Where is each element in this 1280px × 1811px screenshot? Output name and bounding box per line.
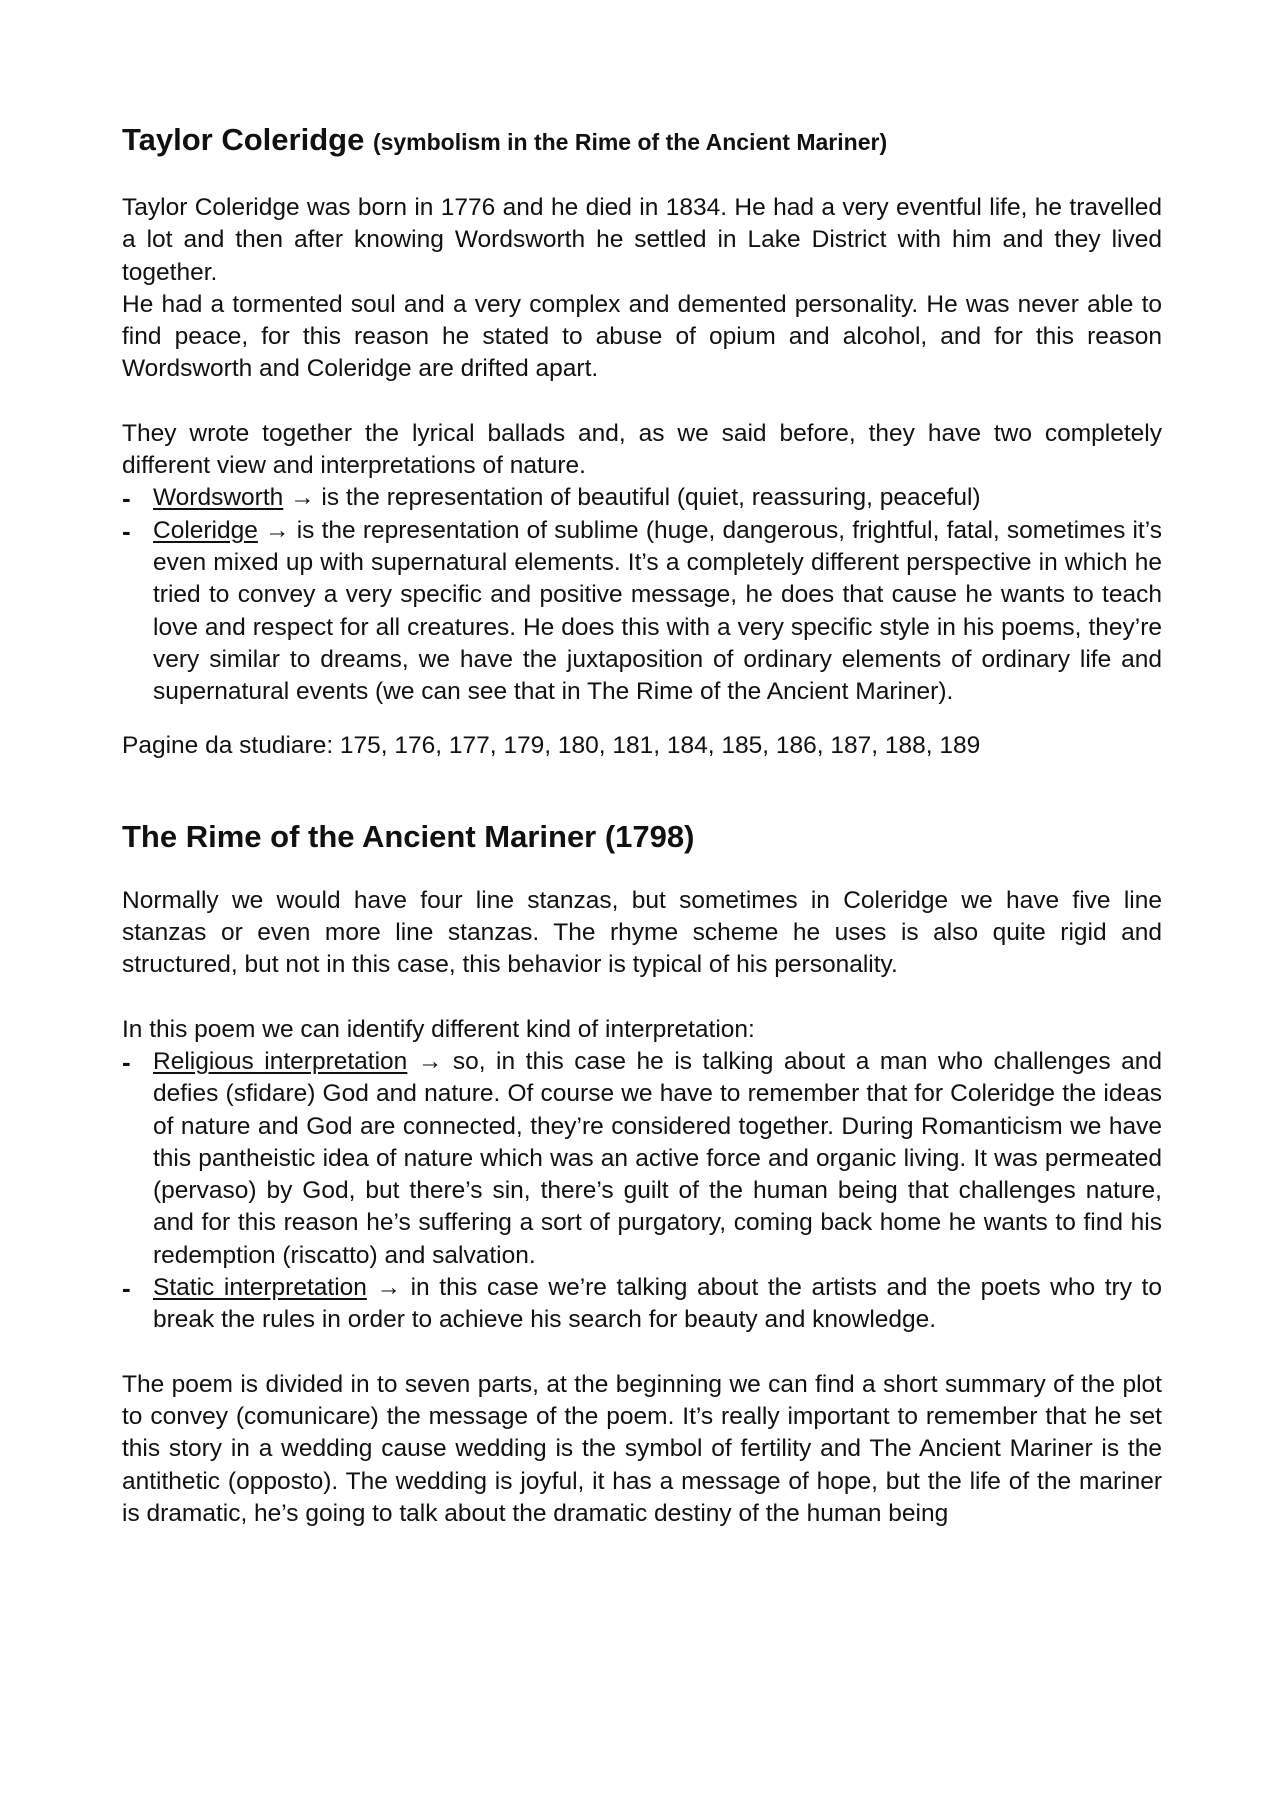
section2-title: The Rime of the Ancient Mariner (1798) (122, 818, 695, 854)
bullet-term: Static interpretation (153, 1274, 367, 1302)
section2-paragraph-1: Normally we would have four line stanzas, but sometimes in Coleridge we have five line stanzas or even more line stanzas. The rhyme scheme he uses is also quite rigid and structured, but not in this case, this behavior is typical of his personality. (122, 886, 1162, 979)
section1-heading (122, 120, 1162, 162)
section1-paragraph-1: Taylor Coleridge was born in 1776 and he died in 1834. He had a very eventful life, he travelled a lot and then after knowing Wordsworth he settled in Lake District with him and they lived together. (122, 194, 1162, 286)
bullet-term: Wordsworth (153, 484, 284, 512)
bullet-term: Religious interpretation (153, 1047, 408, 1075)
pages-to-study: Pagine da studiare: 175, 176, 177, 179, 180, 181, 184, 185, 186, 187, 188, 189 (122, 732, 981, 760)
bullet-text: → in this case we’re talking about the artists and the poets who try to break the rules in order to achieve his search for beauty and knowledge. (153, 1274, 1162, 1334)
bullet-text: → so, in this case he is talking about a man who challenges and defies (sfidare) God and nature. Of course we have to remember that for Coleridge the ideas of nature and God are connected, they’re considered together. During Romanticism we have this pantheistic idea of nature which was an active force and organic living. It was permeated (pervaso) by God, but there’s sin, there’s guilt of the human being that challenges nature, and for this reason he’s suffering a sort of purgatory, coming back home he wants to find his redemption (riscatto) and salvation. (153, 1047, 1163, 1269)
list-item (122, 515, 1162, 709)
list-item (122, 1272, 1162, 1337)
section1-title: Taylor Coleridge (122, 122, 365, 157)
document-page (122, 120, 1162, 1530)
bullet-term: Coleridge (153, 516, 258, 544)
section2-paragraph-3: The poem is divided in to seven parts, at the beginning we can find a short summary of the plot to convey (comunicare) the message of the poem. It’s really important to remember that he set this story in a wedding cause wedding is the symbol of fertility and The Ancient Mariner is the antithetic (opposto). The wedding is joyful, it has a message of hope, but the life of the mariner is dramatic, he’s going to talk about the dramatic destiny of the human being (122, 1370, 1162, 1527)
section2-paragraph-2: In this poem we can identify different kind of interpretation: (122, 1015, 755, 1043)
section2-bullet-list (122, 1046, 1162, 1337)
bullet-text: → is the representation of beautiful (quiet, reassuring, peaceful) (283, 484, 981, 512)
bullet-text: → is the representation of sublime (huge, dangerous, frightful, fatal, sometimes it’s even mixed up with supernatural elements. It’s a completely different perspective in which he tried to convey a very specific and positive message, he does that cause he wants to teach love and respect for all creatures. He does this with a very specific style in his poems, they’re very similar to dreams, we have the juxtaposition of ordinary elements of ordinary life and supernatural events (we can see that in The Rime of the Ancient Mariner). (153, 516, 1162, 706)
list-item (122, 482, 1162, 514)
section1-bullet-list (122, 482, 1162, 708)
section1-subtitle: (symbolism in the Rime of the Ancient Mariner) (372, 129, 888, 155)
list-item (122, 1046, 1162, 1272)
section1-paragraph-2: He had a tormented soul and a very complex and demented personality. He was never able to find peace, for this reason he stated to abuse of opium and alcohol, and for this reason Wordsworth and Coleridge are drifted apart. (122, 290, 1162, 383)
section1-paragraph-3: They wrote together the lyrical ballads and, as we said before, they have two completely different view and interpretations of nature. (122, 419, 1162, 480)
